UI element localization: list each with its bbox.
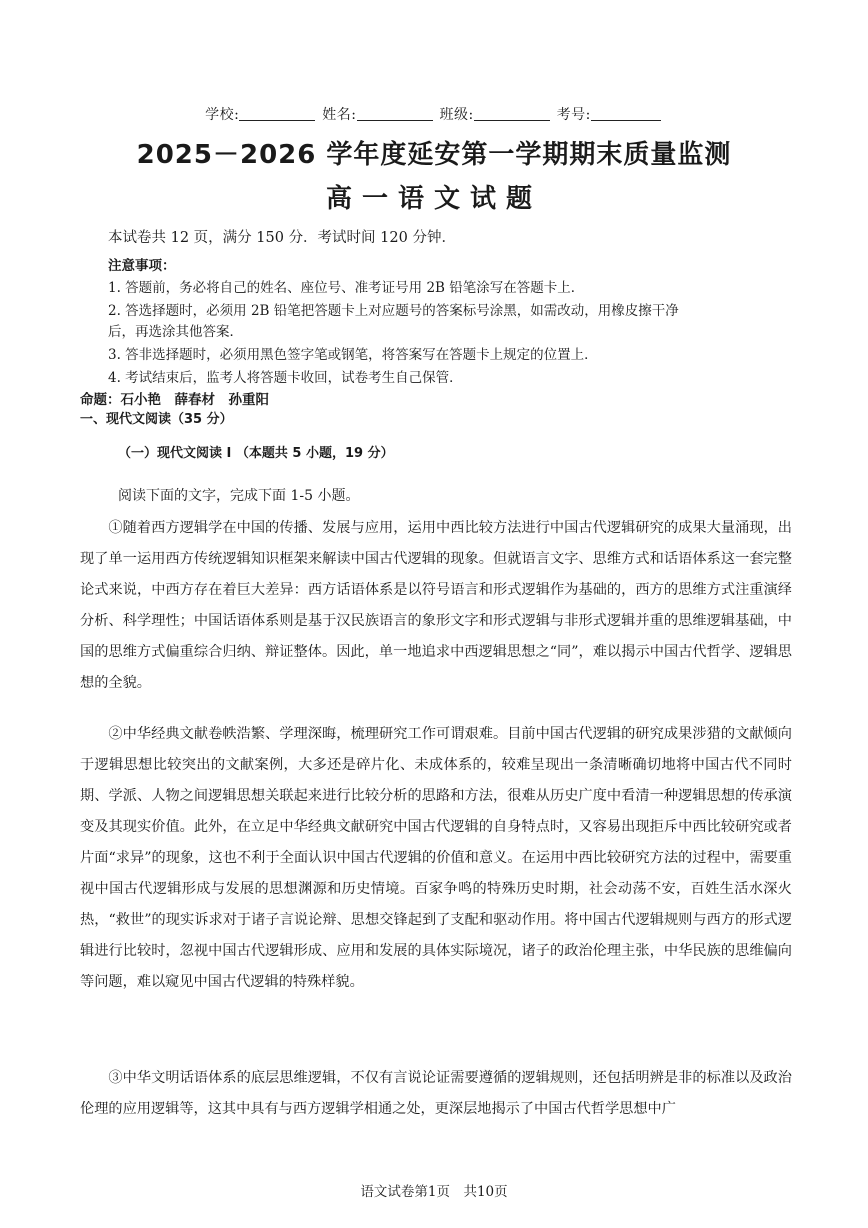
name-label: 姓名: <box>322 107 357 123</box>
section-heading: 一、现代文阅读（35 分） <box>80 412 233 427</box>
notice-item-4: 4. 考试结束后，监考人将答题卡收回，试卷考生自己保管． <box>108 370 463 386</box>
notice-item-2: 2. 答选择题时，必须用 2B 铅笔把答题卡上对应题号的答案标号涂黑，如需改动，用橡皮擦干净 <box>108 303 679 319</box>
exam-no-label: 考号: <box>556 107 591 123</box>
page-footer: 语文试卷第1页 共10页 <box>360 1184 508 1200</box>
passage-paragraph-3: ③中华文明话语体系的底层思维逻辑，不仅有言说论证需要遵循的逻辑规则，还包括明辨是非的标准以及政治伦理的应用逻辑等，这其中具有与西方逻辑学相通之处，更深层地揭示了中国古代哲学思想中广 <box>80 1070 792 1117</box>
exam-no-blank <box>591 108 661 121</box>
passage-paragraph-2: ②中华经典文献卷帙浩繁、学理深晦，梳理研究工作可谓艰难。目前中国古代逻辑的研究成果涉猎的文献倾向于逻辑思想比较突出的文献案例，大多还是碎片化、未成体系的，较难呈现出一条清晰确切地将中国古代不同时期、学派、人物之间逻辑思想关联起来进行比较分析的思路和方法，很难从历史广度中看清一种逻辑思想的传承演变及其现实价值。此外，在立足中华经典文献研究中国古代逻辑的自身特点时，又容易出现拒斥中西比较研究或者片面“求异”的现象，这也不利于全面认识中国古代逻辑的价值和意义。在运用中西比较研究方法的过程中，需要重视中国古代逻辑形成与发展的思想渊源和历史情境。百家争鸣的特殊历史时期，社会动荡不安，百姓生活水深火热，“救世”的现实诉求对于诸子言说论辩、思想交锋起到了支配和驱动作用。将中国古代逻辑规则与西方的形式逻辑进行比较时，忽视中国古代逻辑形成、应用和发展的具体实际境况，诸子的政治伦理主张，中华民族的思维偏向等问题，难以窥见中国古代逻辑的特殊样貌。 <box>80 726 792 990</box>
notice-title: 注意事项： <box>108 258 176 274</box>
student-info-line <box>0 104 868 124</box>
name-blank <box>357 108 433 121</box>
class-blank <box>474 108 550 121</box>
reading-instruction: 阅读下面的文字，完成下面 1-5 小题。 <box>118 488 360 504</box>
exam-title: 2025－2026 学年度延安第一学期期末质量监测 <box>136 140 732 170</box>
exam-intro: 本试卷共 12 页，满分 150 分．考试时间 120 分钟． <box>108 230 456 246</box>
school-label: 学校: <box>205 107 240 123</box>
authors-line: 命题：石小艳 薛春材 孙重阳 <box>80 392 269 408</box>
notice-item-3: 3. 答非选择题时，必须用黑色签字笔或钢笔，将答案写在答题卡上规定的位置上． <box>108 347 598 363</box>
notice-item-1: 1. 答题前，务必将自己的姓名、座位号、准考证号用 2B 铅笔涂写在答题卡上． <box>108 280 585 296</box>
school-blank <box>239 108 315 121</box>
class-label: 班级: <box>439 107 474 123</box>
passage-paragraph-1: ①随着西方逻辑学在中国的传播、发展与应用，运用中西比较方法进行中国古代逻辑研究的成果大量涌现，出现了单一运用西方传统逻辑知识框架来解读中国古代逻辑的现象。但就语言文字、思维方式和话语体系这一套完整论式来说，中西方存在着巨大差异：西方话语体系是以符号语言和形式逻辑作为基础的，西方的思维方式注重演绎分析、科学理性；中国话语体系则是基于汉民族语言的象形文字和形式逻辑与非形式逻辑并重的思维逻辑基础，中国的思维方式偏重综合归纳、辩证整体。因此，单一地追求中西逻辑思想之“同”，难以揭示中国古代哲学、逻辑思想的全貌。 <box>80 520 792 691</box>
subsection-heading: （一）现代文阅读 I （本题共 5 小题，19 分） <box>118 446 394 461</box>
notice-item-2-cont: 后，再选涂其他答案． <box>108 324 243 340</box>
exam-subtitle: 高一语文试题 <box>325 184 542 214</box>
